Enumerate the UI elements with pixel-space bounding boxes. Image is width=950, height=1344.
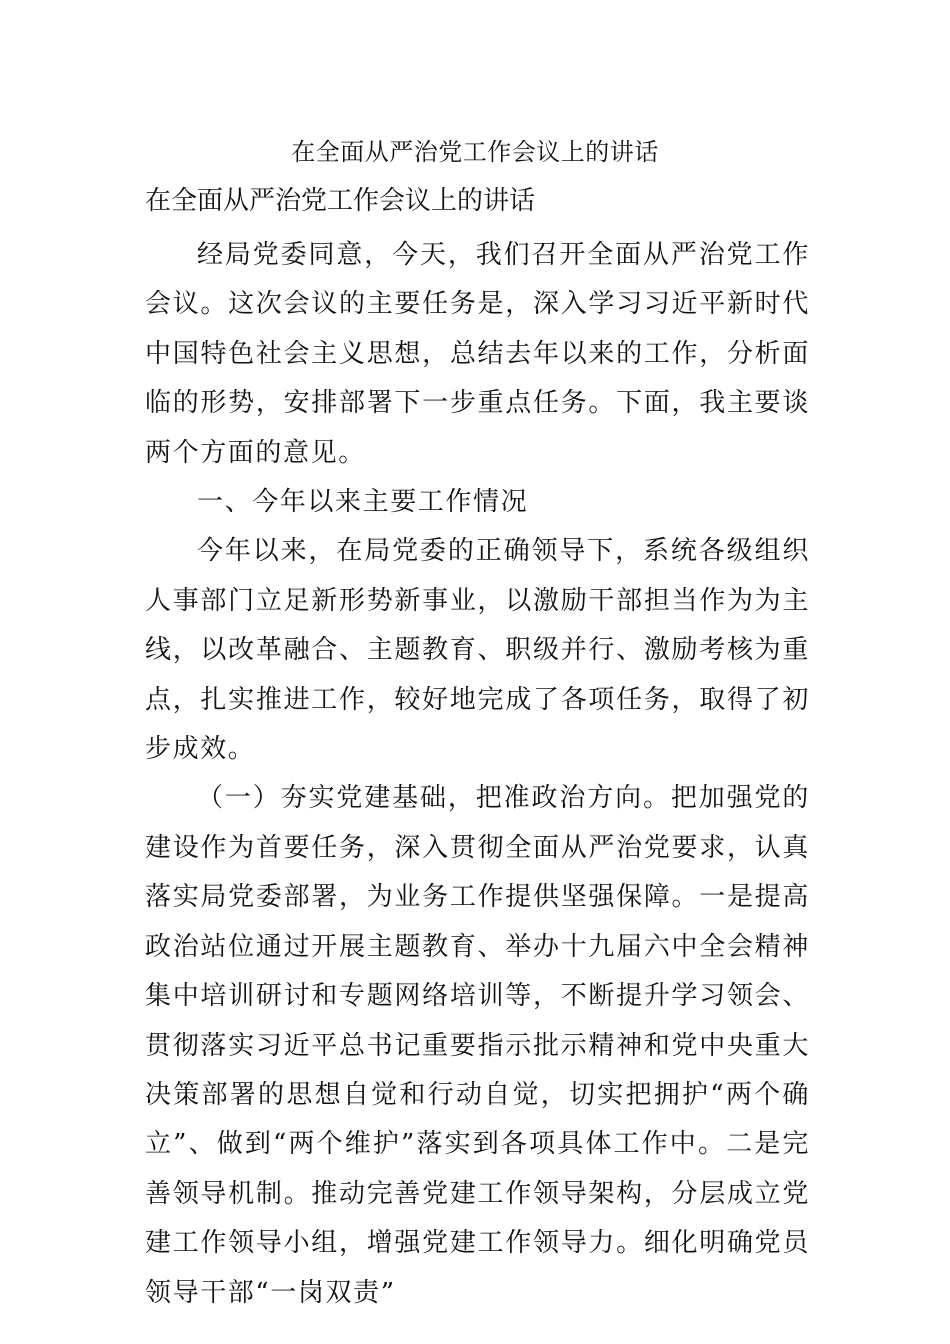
paragraph-intro: 经局党委同意，今天，我们召开全面从严治党工作会议。这次会议的主要任务是，深入学习习近平新时代中国特色社会主义思想，总结去年以来的工作，分析面临的形势，安排部署下一步重点任务。下面，我主要谈两个方面的意见。	[145, 240, 810, 468]
paragraph-party-building: （一）夯实党建基础，把准政治方向。把加强党的建设作为首要任务，深入贯彻全面从严治党要求，认真落实局党委部署，为业务工作提供坚强保障。一是提高政治站位通过开展主题教育、举办十九届六中全会精神集中培训研讨和专题网络培训等，不断提升学习领会、贯彻落实习近平总书记重要指示批示精神和党中央重大决策部署的思想自觉和行动自觉，切实把拥护“两个确立”、做到“两个维护”落实到各项具体工作中。二是完善领导机制。推动完善党建工作领导架构，分层成立党建工作领导小组，增强党建工作领导力。细化明确党员领导干部“一岗双责”	[145, 783, 810, 1308]
document-subtitle: 在全面从严治党工作会议上的讲话	[145, 186, 536, 216]
section-heading-1: 一、今年以来主要工作情况	[197, 487, 529, 518]
document-body	[145, 231, 810, 1318]
paragraph-overview: 今年以来，在局党委的正确领导下，系统各级组织人事部门立足新形势新事业，以激励干部担当作为为主线，以改革融合、主题教育、职级并行、激励考核为重点，扎实推进工作，较好地完成了各项任务，取得了初步成效。	[145, 536, 810, 765]
document-title: 在全面从严治党工作会议上的讲话	[291, 138, 659, 166]
